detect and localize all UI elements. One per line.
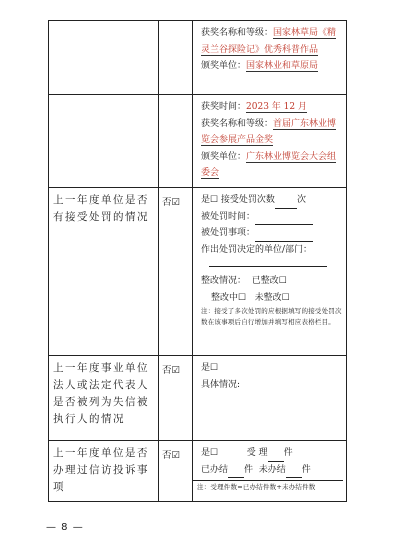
award-time-value: 2023 年 12 月 — [246, 102, 307, 112]
empty-cell — [49, 95, 159, 188]
penalty-count-blank[interactable] — [275, 197, 297, 209]
rectifying-checkbox[interactable]: 整改中☐ — [211, 292, 247, 303]
pending-blank[interactable] — [286, 466, 302, 478]
empty-cell — [159, 95, 193, 188]
rectify-label: 整改情况： — [201, 276, 247, 286]
penalty-matter-label: 被处罚事项： — [201, 228, 256, 238]
award-unit-value: 国家林业和草原局 — [246, 61, 319, 71]
award-cell-2 — [193, 95, 347, 188]
dishonest-question: 上一年度事业单位法人或法定代表人是否被列为失信被执行人的情况 — [49, 356, 159, 441]
page-number: — 8 — — [46, 522, 84, 533]
award-name-value: 国家林草局《精灵兰谷探险记》优秀科普作品 — [201, 28, 337, 55]
penalty-time-blank[interactable] — [255, 213, 313, 225]
award-cell-1 — [193, 21, 347, 95]
penalty-note: 注：接受了多次处罚的应根据填写的接受处罚次数在该事项后自行增加并填写相应表格栏目。 — [201, 307, 342, 326]
award-name-label: 获奖名称和等级： — [201, 118, 274, 129]
complaint-question: 上一年度单位是否办理过信访投诉事项 — [49, 441, 159, 502]
award-row-1 — [49, 21, 347, 95]
pending-label: 未办结 — [258, 464, 286, 475]
award-unit-label: 颁奖单位： — [201, 61, 247, 71]
award-time-label: 获奖时间： — [201, 102, 247, 112]
dishonest-row — [49, 356, 347, 441]
penalty-no-checkbox[interactable]: 否☑ — [159, 188, 193, 356]
dishonest-detail-label: 具体情况: — [201, 379, 241, 390]
penalty-matter-blank[interactable] — [255, 230, 313, 242]
done-unit: 件 — [244, 464, 254, 475]
dishonest-no-checkbox[interactable]: 否☑ — [159, 356, 193, 441]
penalty-time-label: 被处罚时间： — [201, 211, 256, 222]
penalty-unit-label: 作出处罚决定的单位/部门： — [201, 244, 313, 255]
penalty-unit-blank[interactable] — [209, 260, 327, 267]
received-blank[interactable] — [268, 450, 284, 462]
penalty-row — [49, 188, 347, 356]
pending-unit: 件 — [301, 464, 311, 475]
dishonest-detail-cell — [193, 356, 347, 441]
complaint-row — [49, 441, 347, 502]
complaint-no-checkbox[interactable]: 否☑ — [159, 441, 193, 502]
dishonest-yes-checkbox[interactable]: 是☐ — [201, 363, 219, 373]
award-name-label: 获奖名称和等级： — [201, 28, 274, 38]
penalty-yes-checkbox[interactable]: 是☐ 接受处罚次数 — [201, 195, 275, 205]
penalty-question: 上一年度单位是否有接受处罚的情况 — [49, 188, 159, 356]
award-unit-label: 颁奖单位： — [201, 151, 247, 162]
empty-cell — [49, 21, 159, 95]
award-unit-value: 广东林业博览会大会组委会 — [201, 151, 337, 178]
report-form-table — [48, 20, 347, 502]
award-row-2 — [49, 95, 347, 188]
award-name-value: 首届广东林业博览会参展产品金奖 — [201, 118, 337, 145]
complaint-yes-checkbox[interactable]: 是☐ — [201, 448, 219, 458]
empty-cell — [159, 21, 193, 95]
not-rectified-checkbox[interactable]: 未整改☐ — [254, 292, 290, 303]
done-blank[interactable] — [228, 466, 244, 478]
received-label: 受 理 — [246, 448, 268, 458]
done-label: 已办结 — [201, 464, 229, 475]
complaint-detail-cell — [193, 441, 347, 502]
complaint-note: 注：受理件数=已办结件数+未办结件数 — [193, 480, 343, 495]
penalty-count-suffix: 次 — [296, 195, 306, 205]
penalty-detail-cell — [193, 188, 347, 356]
received-unit: 件 — [283, 448, 293, 458]
rectified-checkbox[interactable]: 已整改☐ — [251, 276, 287, 286]
